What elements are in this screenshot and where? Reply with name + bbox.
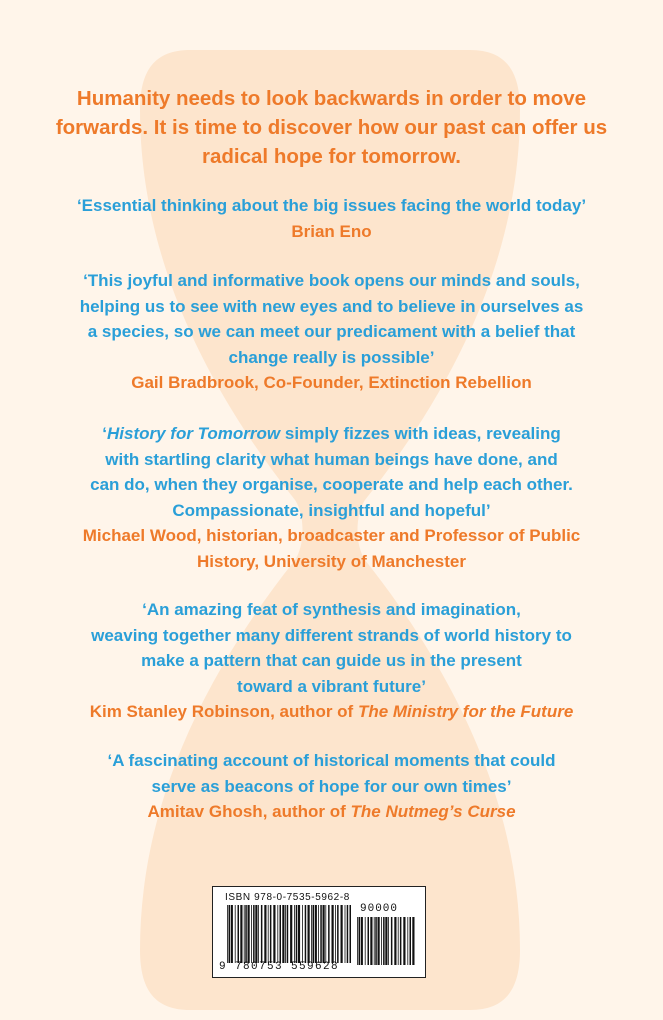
quote-text <box>0 421 663 447</box>
quote-text: weaving together many different strands of world history to <box>91 625 572 645</box>
tagline-line: radical hope for tomorrow. <box>202 145 461 168</box>
barcode-bar <box>235 905 236 963</box>
barcode-bar <box>325 905 326 963</box>
barcode-bar <box>361 917 363 965</box>
attribution-prefix: Kim Stanley Robinson, author of <box>89 702 358 722</box>
barcode-bar <box>231 905 233 963</box>
barcode-bar <box>285 905 286 963</box>
barcode-bar <box>277 905 278 963</box>
barcode-bar <box>347 905 349 963</box>
barcode-bar <box>227 905 228 963</box>
barcode-bar <box>374 917 375 965</box>
barcode-bar <box>240 905 242 963</box>
barcode-bar <box>308 905 310 963</box>
quote-attribution <box>0 799 663 825</box>
barcode-bar <box>359 917 361 965</box>
barcode-bar <box>273 905 275 963</box>
barcode-bar <box>412 917 414 965</box>
barcode-bar <box>313 905 315 963</box>
quote-michael-wood <box>0 421 663 575</box>
quote-open-mark: ‘ <box>102 424 107 443</box>
quote-attribution: History, University of Manchester <box>197 551 466 571</box>
barcode-bar <box>270 905 272 963</box>
quote-gail-bradbrook <box>0 268 663 396</box>
barcode-bar <box>383 917 385 965</box>
barcode-bar <box>253 905 255 963</box>
barcode-bar <box>268 905 269 963</box>
barcode-bar <box>318 905 319 963</box>
barcode-bar <box>287 905 289 963</box>
barcode-bar <box>298 905 300 963</box>
quote-text: make a pattern that can guide us in the present <box>141 651 522 671</box>
barcode-bar <box>403 917 405 965</box>
barcode-bar <box>370 917 372 965</box>
barcode-digits: 9 780753 559628 <box>219 961 340 973</box>
barcode-bar <box>305 905 307 963</box>
barcode-addon-bars <box>357 917 415 965</box>
quote-text: ‘This joyful and informative book opens our minds and souls, <box>83 271 580 290</box>
tagline-line: Humanity needs to look backwards in order to move <box>76 87 587 110</box>
barcode-bar <box>337 905 339 963</box>
quote-text-rest: simply fizzes with ideas, revealing <box>280 424 561 443</box>
barcode-bar <box>296 905 298 963</box>
barcode-bar <box>378 917 380 965</box>
barcode-bar <box>385 917 387 965</box>
quote-text: ‘A fascinating account of historical moments that could <box>107 751 556 770</box>
quote-text: can do, when they organise, cooperate and help each other. <box>90 475 573 495</box>
book-title: History for Tomorrow <box>106 424 281 443</box>
quote-text: a species, so we can meet our predicament with a belief that <box>87 322 576 342</box>
book-title: The Nutmeg’s Curse <box>350 802 516 822</box>
barcode-bar <box>315 905 317 963</box>
barcode-bar <box>261 905 263 963</box>
barcode-bar <box>341 905 343 963</box>
barcode-bar <box>245 905 247 963</box>
tagline <box>0 84 663 171</box>
quote-text: serve as beacons of hope for our own times’ <box>151 776 512 796</box>
barcode-bar <box>280 905 282 963</box>
book-title: The Ministry for the Future <box>357 702 574 722</box>
quote-text: ‘An amazing feat of synthesis and imagination, <box>142 600 521 619</box>
quote-text: helping us to see with new eyes and to believe in ourselves as <box>79 296 584 316</box>
barcode-bar <box>294 905 295 963</box>
barcode-bar <box>365 917 366 965</box>
quote-text: with startling clarity what human beings have done, and <box>105 449 558 469</box>
isbn-barcode <box>212 886 426 978</box>
barcode-addon-number: 90000 <box>360 903 399 915</box>
barcode-bar <box>388 917 389 965</box>
barcode-bar <box>248 905 250 963</box>
attribution-prefix: Amitav Ghosh, author of <box>147 802 351 822</box>
barcode-bar <box>258 905 259 963</box>
barcode-bar <box>323 905 325 963</box>
quote-text: Compassionate, insightful and hopeful’ <box>172 500 491 520</box>
barcode-bar <box>290 905 292 963</box>
quote-attribution: Michael Wood, historian, broadcaster and Professor of Public <box>82 526 581 546</box>
barcode-bar <box>328 905 330 963</box>
quote-brian-eno <box>0 193 663 244</box>
barcode-bar <box>335 905 336 963</box>
barcode-bar <box>407 917 408 965</box>
barcode-bar <box>400 917 402 965</box>
barcode-bar <box>394 917 396 965</box>
barcode-bar <box>264 905 266 963</box>
isbn-label: ISBN 978-0-7535-5962-8 <box>225 892 350 903</box>
quote-attribution: Gail Bradbrook, Co-Founder, Extinction Rebellion <box>131 373 532 393</box>
barcode-bar <box>332 905 334 963</box>
quote-text: ‘Essential thinking about the big issues facing the world today’ <box>76 196 587 215</box>
barcode-bar <box>255 905 257 963</box>
barcode-bar <box>238 905 240 963</box>
quote-text: toward a vibrant future’ <box>237 676 426 696</box>
quote-amitav-ghosh <box>0 748 663 825</box>
quote-attribution: Brian Eno <box>291 221 372 241</box>
barcode-bar <box>375 917 377 965</box>
barcode-bar <box>368 917 370 965</box>
quote-text: change really is possible’ <box>228 347 435 367</box>
barcode-bar <box>302 905 303 963</box>
tagline-line: forwards. It is time to discover how our past can offer us <box>55 116 608 139</box>
barcode-bar <box>251 905 252 963</box>
barcode-bar <box>320 905 322 963</box>
barcode-bar <box>282 905 284 963</box>
barcode-bar <box>381 917 382 965</box>
barcode-bar <box>229 905 231 963</box>
barcode-bar <box>398 917 399 965</box>
barcode-bar <box>345 905 346 963</box>
barcode-bar <box>350 905 352 963</box>
barcode-bar <box>410 917 412 965</box>
quote-attribution <box>0 699 663 725</box>
barcode-bar <box>391 917 393 965</box>
barcode-bars <box>227 905 351 963</box>
barcode-bar <box>311 905 312 963</box>
quote-kim-stanley-robinson <box>0 597 663 725</box>
barcode-bar <box>244 905 245 963</box>
barcode-bar <box>357 917 358 965</box>
